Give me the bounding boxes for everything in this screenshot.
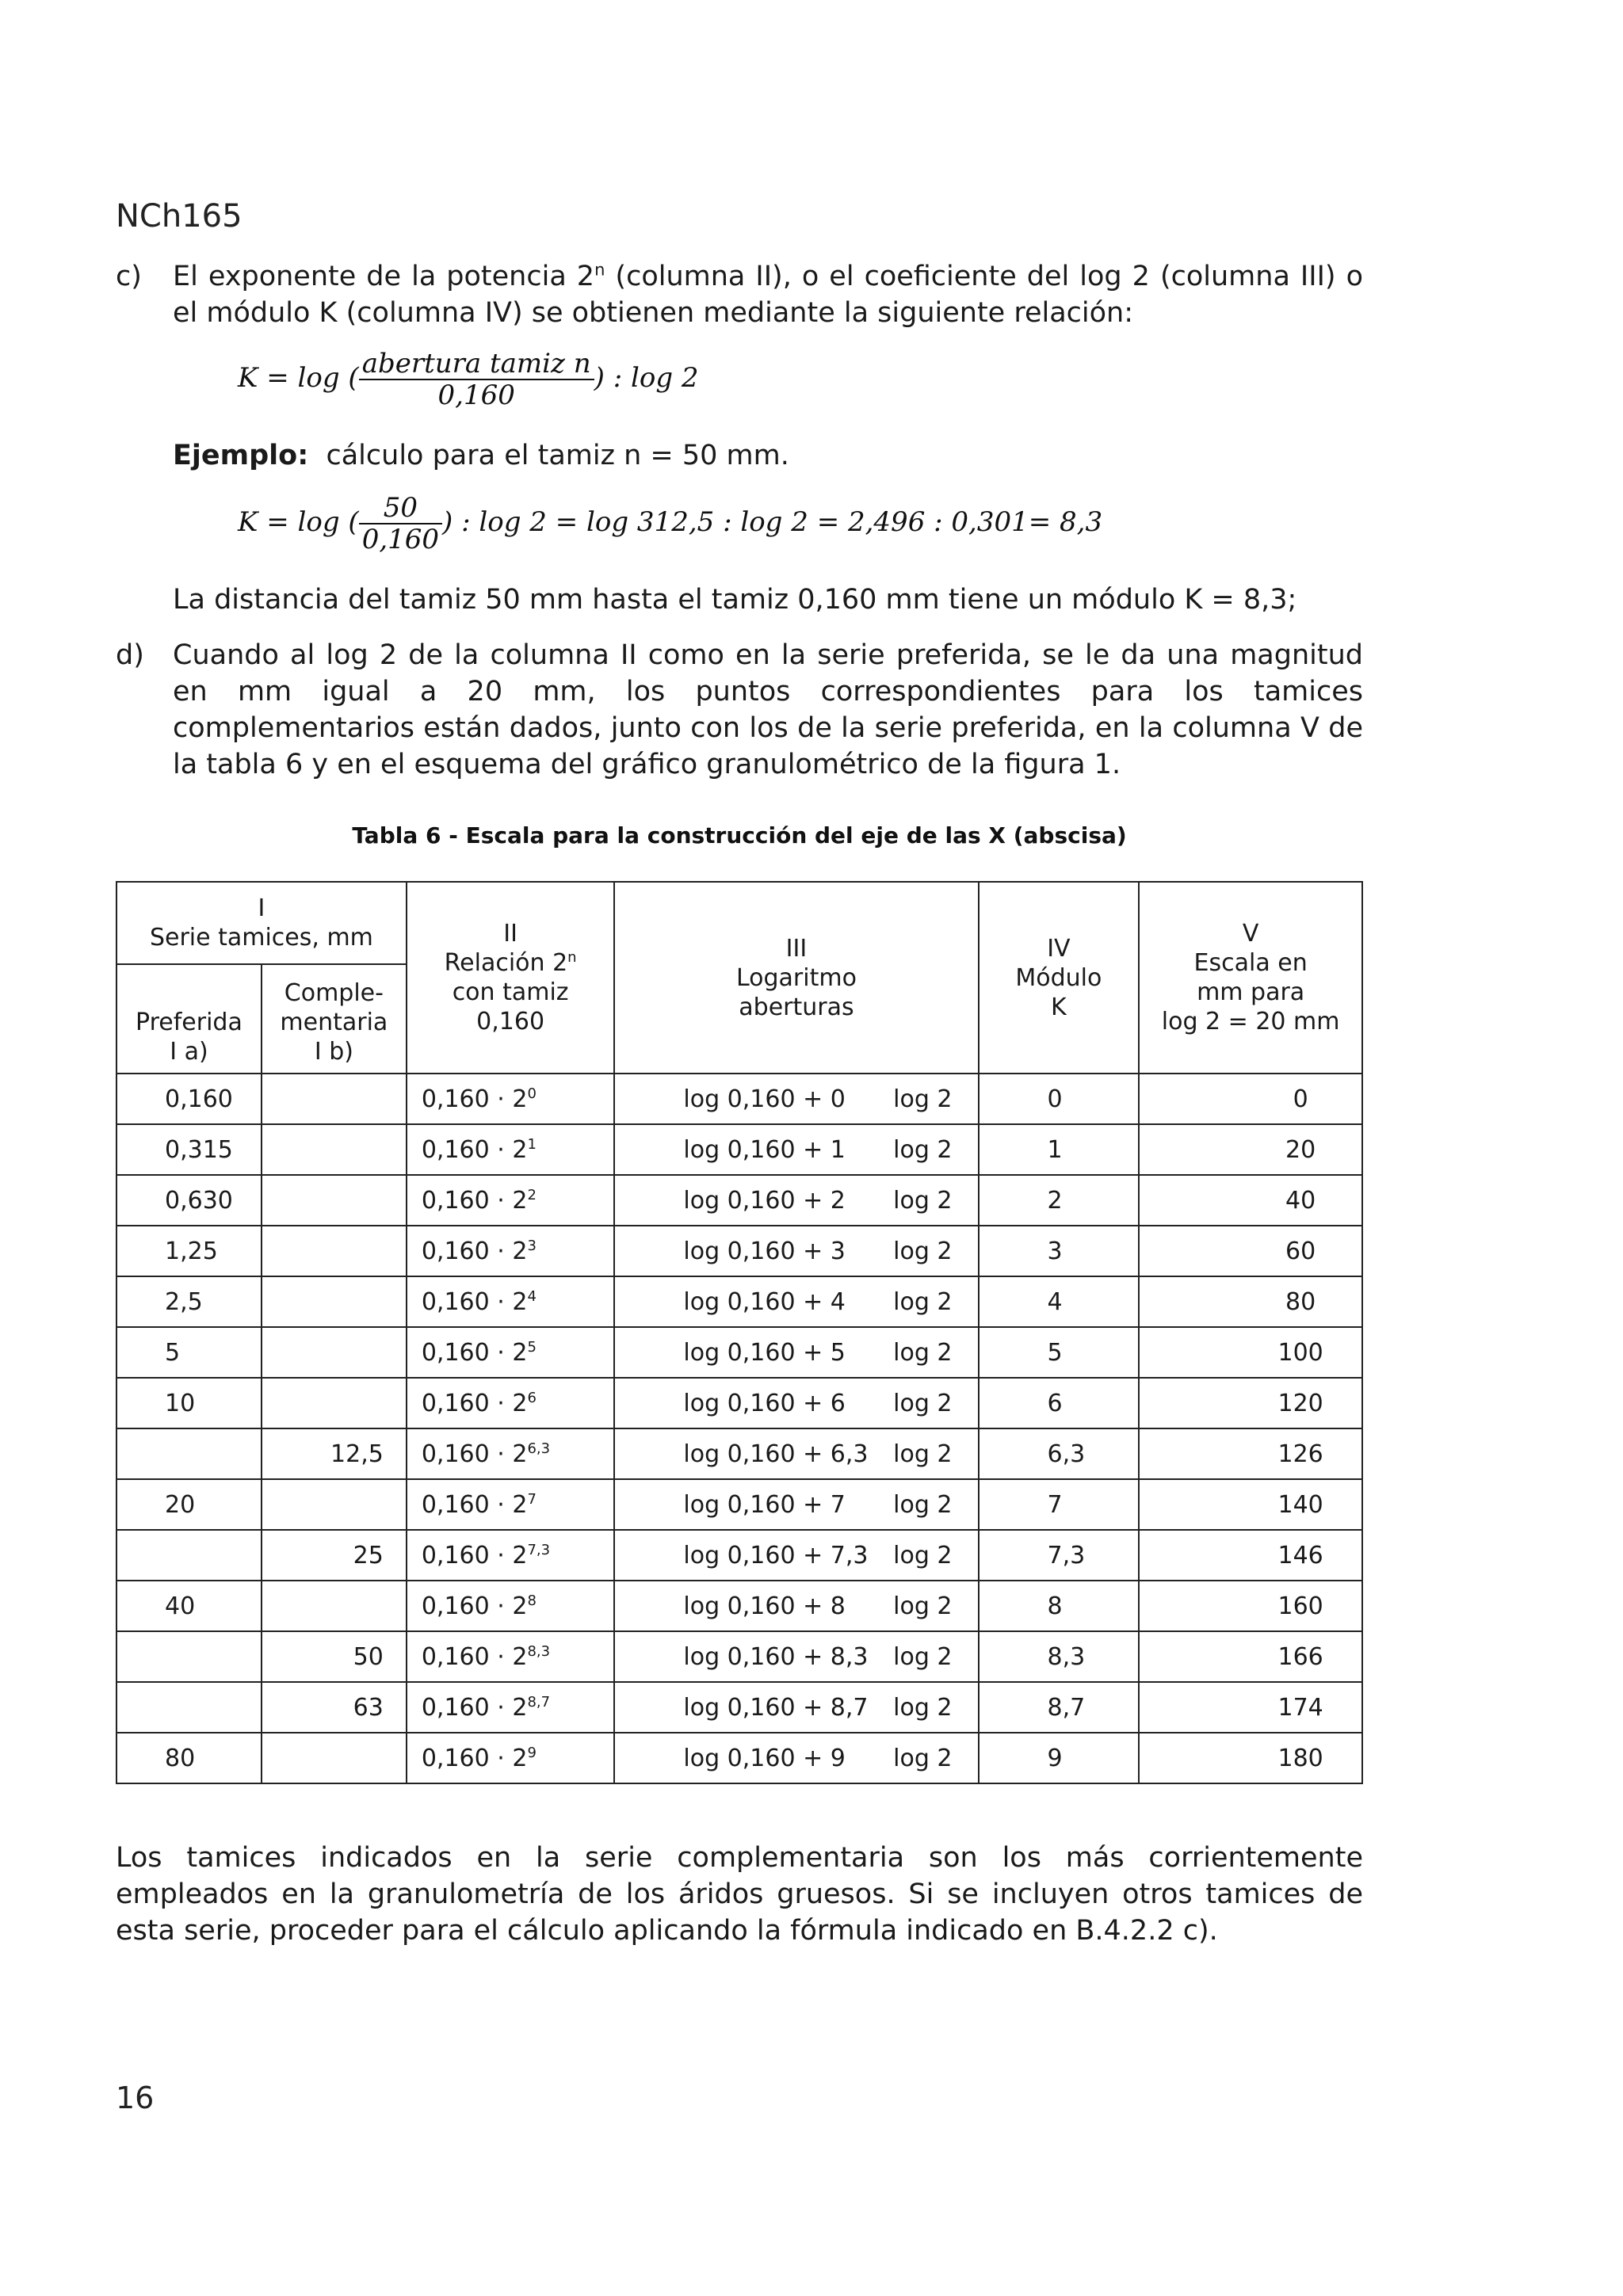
cell-logaritmo — [614, 1530, 978, 1581]
cell-modulo: 0 — [979, 1074, 1140, 1124]
cell-logaritmo-b: log 2 — [893, 1440, 953, 1468]
header-col-III-line2: aberturas — [739, 993, 854, 1021]
header-col-IV-line2: K — [1051, 993, 1067, 1021]
cell-logaritmo-a: log 0,160 + 8,3 — [683, 1642, 869, 1671]
cell-logaritmo-b: log 2 — [893, 1642, 953, 1671]
item-c — [116, 258, 1363, 334]
cell-relacion-base: 0,160 · 2 — [421, 1085, 528, 1113]
formula2-fraction — [359, 493, 442, 555]
header-col-IV — [979, 882, 1140, 1074]
cell-logaritmo-b: log 2 — [893, 1237, 953, 1265]
header-col-Ia-label: Preferida — [136, 1009, 242, 1036]
cell-relacion-exp: 0 — [527, 1085, 537, 1102]
cell-logaritmo-a: log 0,160 + 8 — [683, 1592, 846, 1620]
cell-complementaria — [262, 1074, 407, 1124]
cell-logaritmo — [614, 1175, 978, 1226]
cell-logaritmo — [614, 1276, 978, 1327]
cell-modulo: 6,3 — [979, 1428, 1140, 1479]
cell-preferida — [116, 1428, 262, 1479]
cell-relacion — [407, 1378, 615, 1428]
table-row — [116, 1479, 1362, 1530]
cell-logaritmo-b: log 2 — [893, 1490, 953, 1519]
cell-logaritmo-a: log 0,160 + 4 — [683, 1287, 846, 1316]
cell-escala: 120 — [1139, 1378, 1362, 1428]
cell-relacion-base: 0,160 · 2 — [421, 1693, 528, 1722]
cell-logaritmo-b: log 2 — [893, 1186, 953, 1215]
cell-logaritmo-wrap — [626, 1390, 966, 1417]
table-row — [116, 1175, 1362, 1226]
header-col-I-numeral: I — [258, 894, 265, 922]
example-text: cálculo para el tamiz n = 50 mm. — [326, 440, 789, 471]
header-col-II-line3: 0,160 — [476, 1008, 545, 1035]
cell-complementaria — [262, 1581, 407, 1631]
cell-relacion — [407, 1479, 615, 1530]
cell-relacion — [407, 1530, 615, 1581]
table-row — [116, 1124, 1362, 1175]
cell-complementaria — [262, 1226, 407, 1276]
cell-relacion-exp: 3 — [527, 1237, 537, 1254]
cell-logaritmo-b: log 2 — [893, 1338, 953, 1367]
cell-complementaria — [262, 1124, 407, 1175]
cell-relacion-exp: 4 — [527, 1287, 537, 1305]
cell-logaritmo-a: log 0,160 + 8,7 — [683, 1693, 869, 1722]
formula1-fraction — [359, 349, 594, 410]
header-col-V-line2: mm para — [1197, 978, 1305, 1006]
cell-logaritmo-a: log 0,160 + 3 — [683, 1237, 846, 1265]
formula2-numerator: 50 — [359, 493, 442, 524]
cell-relacion — [407, 1631, 615, 1682]
cell-modulo: 8,7 — [979, 1682, 1140, 1733]
table-caption: Tabla 6 - Escala para la construcción del eje de las X (abscisa) — [352, 822, 1127, 849]
cell-relacion-exp: 2 — [527, 1186, 537, 1203]
cell-relacion-exp: 8 — [527, 1592, 537, 1609]
cell-escala: 60 — [1139, 1226, 1362, 1276]
cell-logaritmo-wrap — [626, 1440, 966, 1468]
cell-logaritmo — [614, 1581, 978, 1631]
cell-relacion-exp: 7 — [527, 1490, 537, 1508]
cell-relacion-base: 0,160 · 2 — [421, 1440, 528, 1468]
cell-relacion-base: 0,160 · 2 — [421, 1744, 528, 1772]
cell-escala: 160 — [1139, 1581, 1362, 1631]
closing-paragraph: Los tamices indicados en la serie complementaria son los más corrientemente empleados en la granulometría de los áridos gruesos. Si se incluyen otros tamices de esta serie, proceder para el cálculo aplicando la fórmula indicado en B.4.2.2 c). — [116, 1842, 1363, 1947]
cell-relacion-exp: 5 — [527, 1338, 537, 1356]
formula1-rhs: ) : log 2 — [594, 362, 699, 394]
cell-relacion-exp: 7,3 — [527, 1541, 551, 1558]
header-col-II-line1: Relación 2 — [444, 949, 568, 977]
cell-relacion — [407, 1733, 615, 1783]
formula1-numerator: abertura tamiz n — [359, 349, 594, 380]
header-col-V-numeral: V — [1242, 920, 1259, 948]
cell-logaritmo-b: log 2 — [893, 1135, 953, 1164]
cell-logaritmo-wrap — [626, 1187, 966, 1215]
cell-complementaria — [262, 1327, 407, 1378]
distance-text: La distancia del tamiz 50 mm hasta el tamiz 0,160 mm tiene un módulo K = 8,3; — [173, 584, 1297, 616]
cell-complementaria — [262, 1378, 407, 1428]
cell-modulo: 4 — [979, 1276, 1140, 1327]
cell-preferida: 80 — [116, 1733, 262, 1783]
cell-relacion — [407, 1276, 615, 1327]
cell-logaritmo — [614, 1631, 978, 1682]
cell-logaritmo-wrap — [626, 1339, 966, 1367]
cell-preferida: 40 — [116, 1581, 262, 1631]
header-col-Ib — [262, 964, 407, 1074]
page-number: 16 — [116, 2081, 155, 2115]
cell-logaritmo — [614, 1428, 978, 1479]
cell-escala: 180 — [1139, 1733, 1362, 1783]
cell-logaritmo-wrap — [626, 1745, 966, 1772]
cell-logaritmo-wrap — [626, 1694, 966, 1722]
cell-modulo: 9 — [979, 1733, 1140, 1783]
cell-preferida: 0,315 — [116, 1124, 262, 1175]
cell-logaritmo-b: log 2 — [893, 1693, 953, 1722]
cell-escala: 166 — [1139, 1631, 1362, 1682]
cell-relacion-exp: 6 — [527, 1389, 537, 1406]
cell-complementaria — [262, 1479, 407, 1530]
cell-relacion-base: 0,160 · 2 — [421, 1237, 528, 1265]
cell-relacion-exp: 9 — [527, 1744, 537, 1761]
cell-modulo: 5 — [979, 1327, 1140, 1378]
cell-modulo: 7,3 — [979, 1530, 1140, 1581]
cell-modulo: 8 — [979, 1581, 1140, 1631]
cell-logaritmo — [614, 1124, 978, 1175]
cell-relacion-exp: 8,7 — [527, 1693, 551, 1711]
cell-relacion-exp: 6,3 — [527, 1440, 551, 1457]
table-row — [116, 1327, 1362, 1378]
header-col-Ia — [116, 964, 262, 1074]
cell-preferida: 10 — [116, 1378, 262, 1428]
table-row — [116, 1631, 1362, 1682]
header-col-Ib-sub: I b) — [314, 1038, 353, 1066]
cell-logaritmo-wrap — [626, 1491, 966, 1519]
cell-relacion-exp: 8,3 — [527, 1642, 551, 1660]
header-col-IV-line1: Módulo — [1015, 963, 1102, 992]
formula1-lhs: K = log ( — [238, 362, 359, 394]
formula2-denominator: 0,160 — [361, 524, 440, 555]
cell-escala: 100 — [1139, 1327, 1362, 1378]
header-col-V-line3: log 2 = 20 mm — [1161, 1008, 1340, 1035]
cell-relacion — [407, 1581, 615, 1631]
header-col-V — [1139, 882, 1362, 1074]
cell-logaritmo-a: log 0,160 + 6,3 — [683, 1440, 869, 1468]
cell-logaritmo — [614, 1226, 978, 1276]
table-row — [116, 1074, 1362, 1124]
cell-preferida: 0,160 — [116, 1074, 262, 1124]
cell-preferida: 2,5 — [116, 1276, 262, 1327]
cell-relacion — [407, 1074, 615, 1124]
cell-escala: 0 — [1139, 1074, 1362, 1124]
header-col-V-line1: Escala en — [1193, 949, 1308, 977]
cell-complementaria — [262, 1276, 407, 1327]
cell-logaritmo — [614, 1682, 978, 1733]
cell-logaritmo-b: log 2 — [893, 1085, 953, 1113]
header-col-IV-numeral: IV — [1047, 934, 1071, 963]
header-col-III — [614, 882, 978, 1074]
item-c-text-b: (columna II), o el coeficiente del log 2 (columna III) o el módulo K (columna IV) se obtienen mediante la siguiente relación: — [173, 261, 1363, 329]
cell-logaritmo — [614, 1479, 978, 1530]
cell-modulo: 2 — [979, 1175, 1140, 1226]
cell-logaritmo-b: log 2 — [893, 1287, 953, 1316]
cell-relacion-base: 0,160 · 2 — [421, 1135, 528, 1164]
cell-modulo: 3 — [979, 1226, 1140, 1276]
table-6-body — [116, 1074, 1362, 1783]
cell-relacion-base: 0,160 · 2 — [421, 1642, 528, 1671]
cell-logaritmo-a: log 0,160 + 0 — [683, 1085, 846, 1113]
cell-relacion-base: 0,160 · 2 — [421, 1338, 528, 1367]
header-col-III-line1: Logaritmo — [735, 963, 857, 992]
cell-logaritmo-b: log 2 — [893, 1744, 953, 1772]
cell-logaritmo-a: log 0,160 + 7 — [683, 1490, 846, 1519]
header-col-II-numeral: II — [503, 920, 517, 948]
cell-relacion — [407, 1428, 615, 1479]
cell-escala: 174 — [1139, 1682, 1362, 1733]
table-6 — [116, 881, 1363, 1784]
cell-logaritmo-a: log 0,160 + 6 — [683, 1389, 846, 1417]
cell-logaritmo-wrap — [626, 1085, 966, 1113]
cell-complementaria — [262, 1175, 407, 1226]
table-row — [116, 1682, 1362, 1733]
cell-escala: 80 — [1139, 1276, 1362, 1327]
cell-escala: 140 — [1139, 1479, 1362, 1530]
cell-escala: 20 — [1139, 1124, 1362, 1175]
cell-modulo: 8,3 — [979, 1631, 1140, 1682]
cell-relacion-base: 0,160 · 2 — [421, 1287, 528, 1316]
cell-logaritmo — [614, 1074, 978, 1124]
cell-logaritmo-b: log 2 — [893, 1592, 953, 1620]
cell-logaritmo-wrap — [626, 1288, 966, 1316]
cell-relacion — [407, 1682, 615, 1733]
header-col-III-numeral: III — [785, 934, 808, 963]
header-col-I — [116, 882, 407, 964]
table-row — [116, 1581, 1362, 1631]
table-row — [116, 1276, 1362, 1327]
cell-logaritmo-a: log 0,160 + 7,3 — [683, 1541, 869, 1569]
table-row — [116, 1378, 1362, 1428]
cell-preferida — [116, 1530, 262, 1581]
cell-complementaria: 63 — [262, 1682, 407, 1733]
cell-relacion-base: 0,160 · 2 — [421, 1389, 528, 1417]
formula-k-general — [238, 349, 699, 410]
cell-relacion — [407, 1175, 615, 1226]
formula2-rhs: ) : log 2 = log 312,5 : log 2 = 2,496 : 0,301= 8,3 — [442, 506, 1103, 538]
header-col-Ib-label: Comple-mentaria — [280, 979, 388, 1036]
item-d-mark: d) — [116, 639, 144, 671]
item-d-text: Cuando al log 2 de la columna II como en la serie preferida, se le da una magnitud en mm igual a 20 mm, los puntos correspondientes para los tamices complementarios están dados, junto con los de la serie preferida, en la columna V de la tabla 6 y en el esquema del gráfico granulométrico de la figura 1. — [173, 639, 1363, 780]
cell-relacion-base: 0,160 · 2 — [421, 1186, 528, 1215]
header-col-I-label: Serie tamices, mm — [149, 924, 373, 952]
header-col-II — [407, 882, 615, 1074]
formula1-denominator: 0,160 — [437, 379, 515, 411]
example-label: Ejemplo: — [173, 440, 309, 471]
table-row — [116, 1428, 1362, 1479]
cell-logaritmo-wrap — [626, 1136, 966, 1164]
cell-logaritmo-b: log 2 — [893, 1389, 953, 1417]
cell-escala: 40 — [1139, 1175, 1362, 1226]
cell-logaritmo-wrap — [626, 1643, 966, 1671]
cell-relacion — [407, 1124, 615, 1175]
cell-preferida — [116, 1631, 262, 1682]
cell-logaritmo-b: log 2 — [893, 1541, 953, 1569]
cell-complementaria: 12,5 — [262, 1428, 407, 1479]
cell-logaritmo-a: log 0,160 + 2 — [683, 1186, 846, 1215]
item-d — [116, 637, 1363, 783]
cell-relacion-base: 0,160 · 2 — [421, 1490, 528, 1519]
cell-logaritmo-a: log 0,160 + 9 — [683, 1744, 846, 1772]
cell-escala: 146 — [1139, 1530, 1362, 1581]
cell-complementaria: 50 — [262, 1631, 407, 1682]
cell-logaritmo-wrap — [626, 1542, 966, 1569]
cell-logaritmo-wrap — [626, 1238, 966, 1265]
header-col-Ia-sub: I a) — [170, 1038, 208, 1066]
cell-preferida: 0,630 — [116, 1175, 262, 1226]
example-line — [173, 437, 789, 474]
cell-preferida — [116, 1682, 262, 1733]
cell-logaritmo — [614, 1378, 978, 1428]
cell-complementaria — [262, 1733, 407, 1783]
item-c-mark: c) — [116, 261, 142, 292]
table-row — [116, 1226, 1362, 1276]
document-header: NCh165 — [116, 198, 242, 235]
cell-modulo: 6 — [979, 1378, 1140, 1428]
cell-relacion — [407, 1327, 615, 1378]
cell-logaritmo-a: log 0,160 + 5 — [683, 1338, 846, 1367]
cell-relacion — [407, 1226, 615, 1276]
cell-modulo: 7 — [979, 1479, 1140, 1530]
cell-complementaria: 25 — [262, 1530, 407, 1581]
cell-logaritmo — [614, 1327, 978, 1378]
cell-relacion-base: 0,160 · 2 — [421, 1592, 528, 1620]
item-c-text-a: El exponente de la potencia 2 — [173, 261, 595, 292]
table-row — [116, 1530, 1362, 1581]
item-c-text — [173, 258, 1363, 331]
item-c-sup: n — [594, 260, 605, 280]
cell-logaritmo-wrap — [626, 1592, 966, 1620]
cell-logaritmo — [614, 1733, 978, 1783]
cell-preferida: 1,25 — [116, 1226, 262, 1276]
formula-k-example — [238, 493, 1102, 555]
cell-logaritmo-a: log 0,160 + 1 — [683, 1135, 846, 1164]
cell-modulo: 1 — [979, 1124, 1140, 1175]
header-col-II-sup: n — [567, 949, 577, 966]
header-col-II-line2: con tamiz — [452, 978, 569, 1006]
formula2-lhs: K = log ( — [238, 506, 359, 538]
table-row — [116, 1733, 1362, 1783]
cell-escala: 126 — [1139, 1428, 1362, 1479]
cell-preferida: 5 — [116, 1327, 262, 1378]
cell-preferida: 20 — [116, 1479, 262, 1530]
cell-relacion-base: 0,160 · 2 — [421, 1541, 528, 1569]
cell-relacion-exp: 1 — [527, 1135, 537, 1153]
